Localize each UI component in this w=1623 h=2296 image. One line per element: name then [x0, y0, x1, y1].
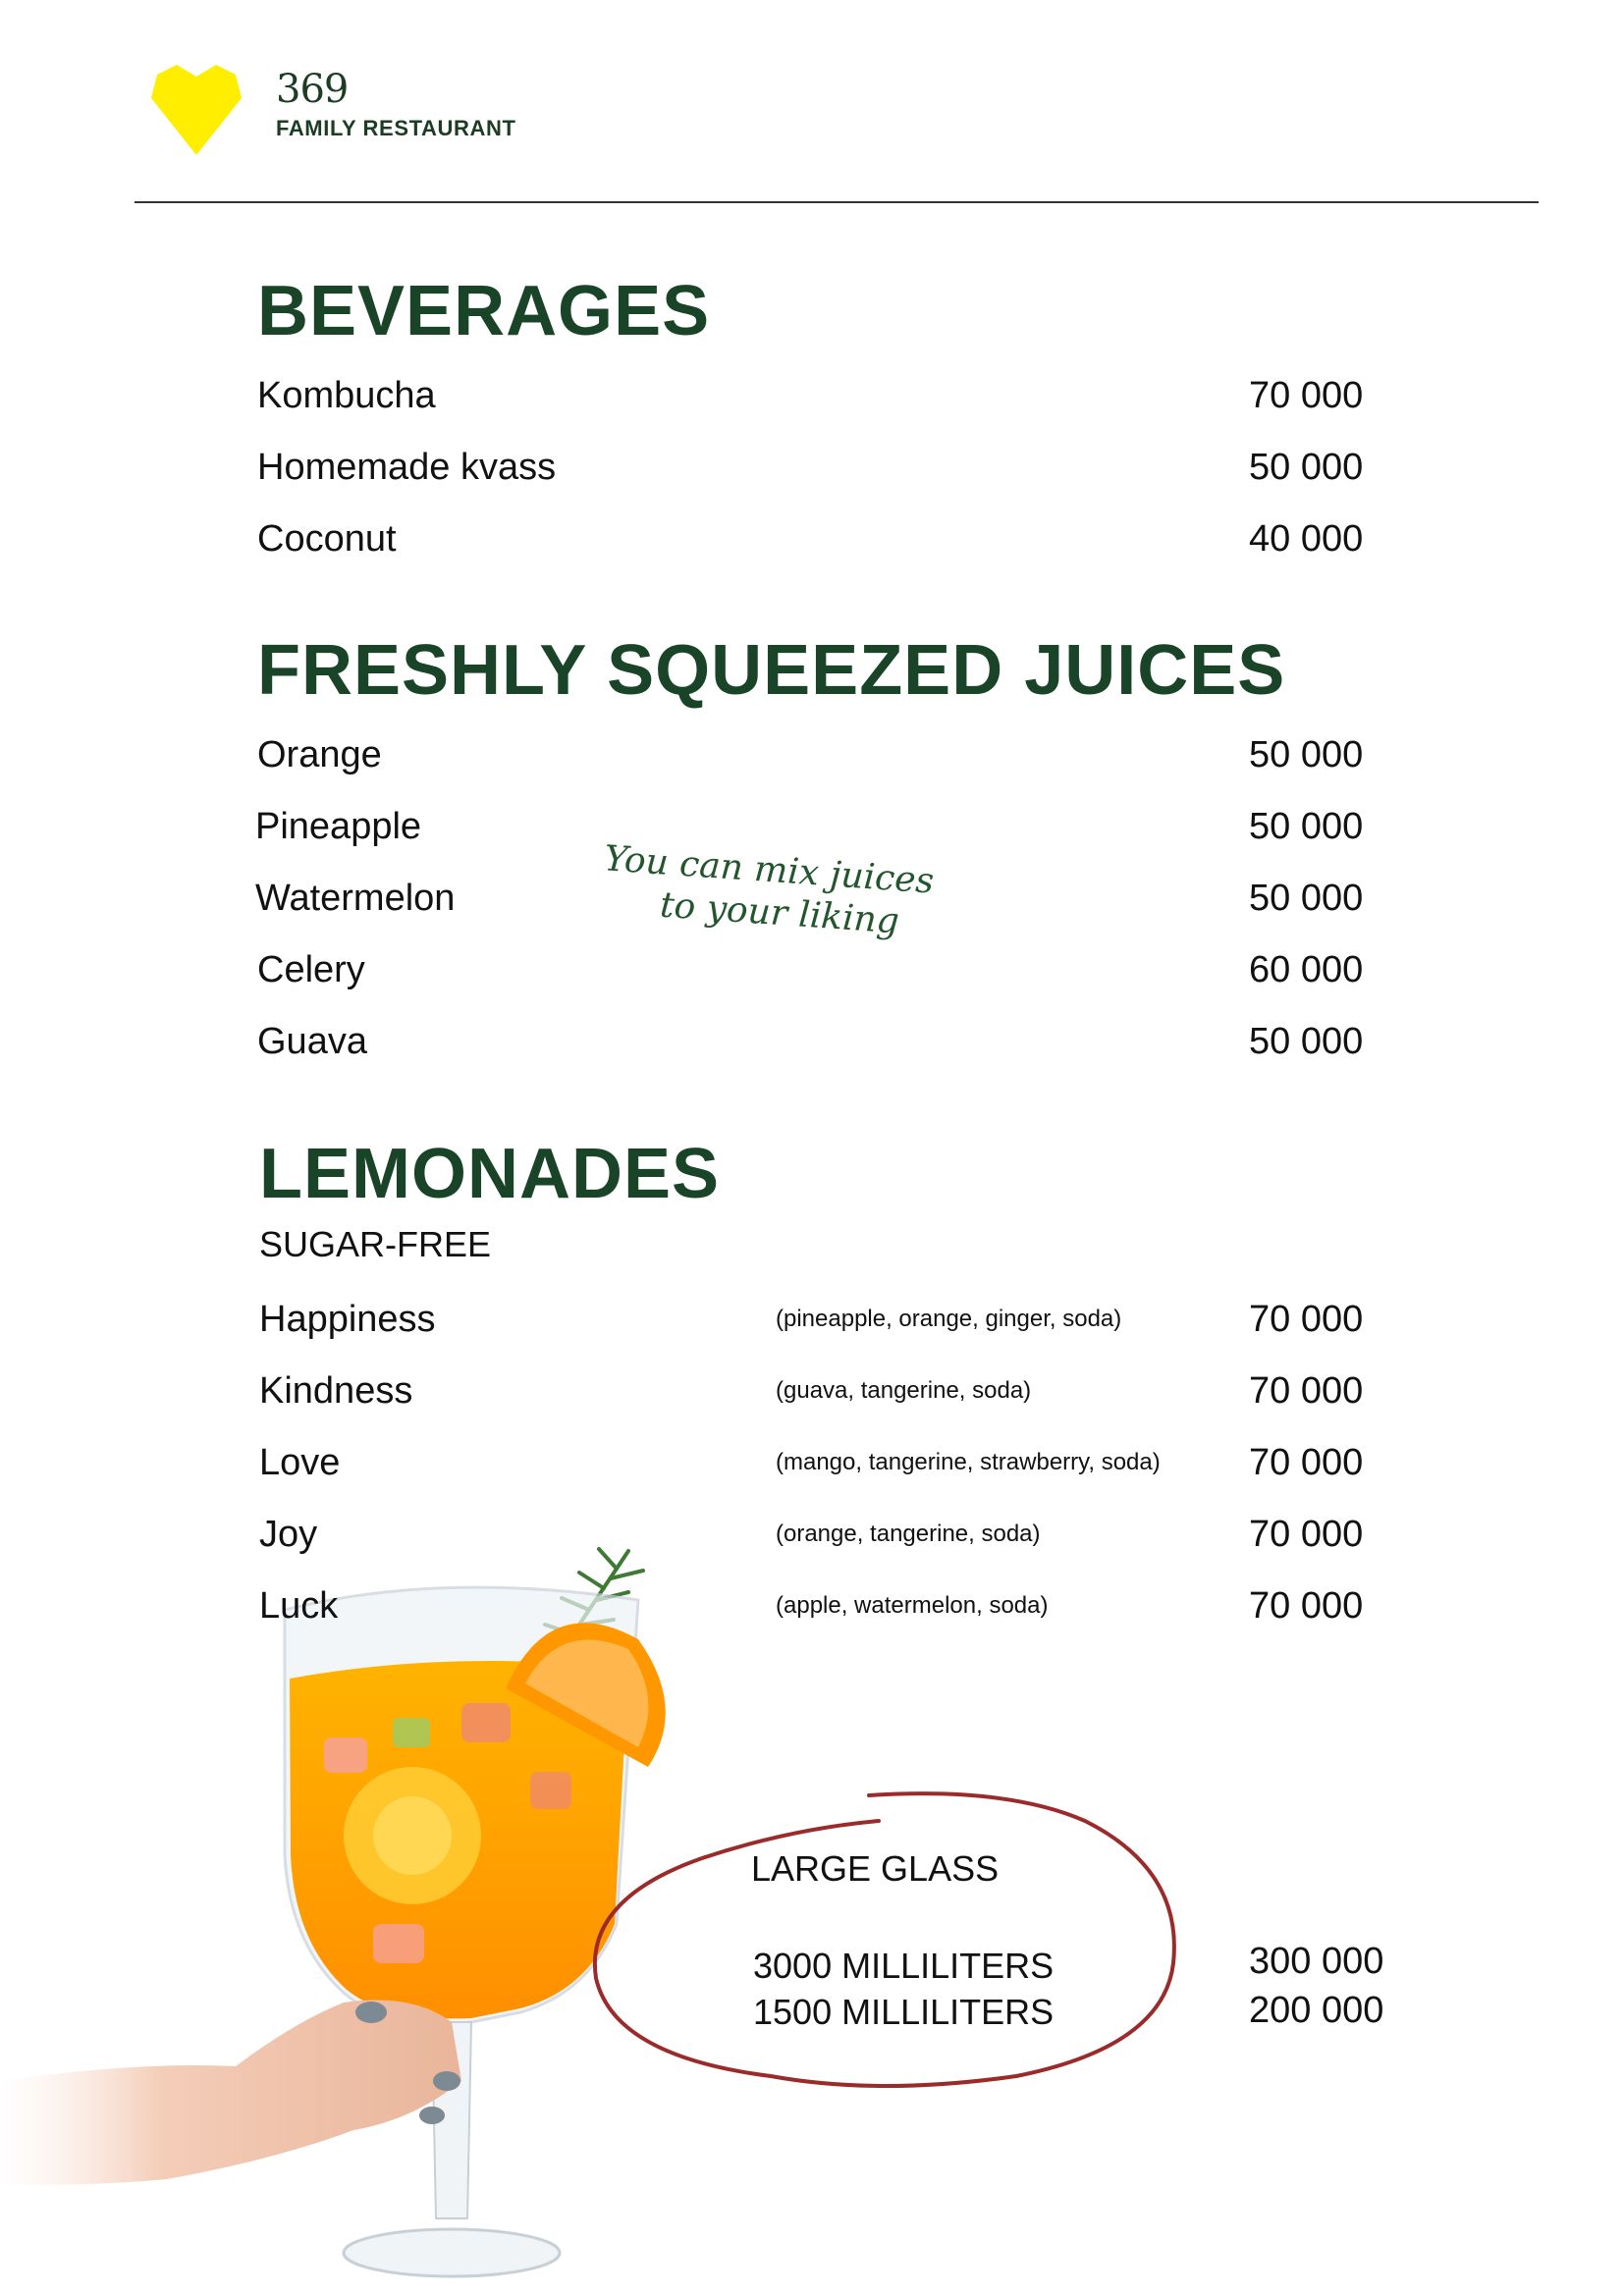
menu-item-name: Coconut — [257, 518, 397, 560]
menu-item-name: Kombucha — [257, 375, 436, 416]
menu-item-name: Homemade kvass — [257, 447, 557, 488]
large-glass-volume: 3000 MILLILITERS — [753, 1946, 1055, 1986]
menu-item-name: Celery — [257, 949, 365, 990]
menu-item-price: 70 000 — [1249, 1370, 1364, 1412]
menu-item-name: Luck — [259, 1585, 339, 1627]
handwritten-note-line2: to your liking — [658, 884, 901, 942]
menu-item-name: Happiness — [259, 1299, 436, 1340]
header-divider — [135, 201, 1539, 203]
menu-item-price: 50 000 — [1249, 1021, 1364, 1062]
menu-item-price: 70 000 — [1249, 375, 1364, 416]
menu-item-description: (mango, tangerine, strawberry, soda) — [776, 1449, 1161, 1475]
menu-item-name: Pineapple — [255, 806, 422, 847]
menu-item-description: (apple, watermelon, soda) — [776, 1592, 1049, 1619]
section-title-lemonades: LEMONADES — [259, 1135, 721, 1213]
large-glass-price: 200 000 — [1249, 1990, 1384, 2031]
hand-drawn-circle — [584, 1782, 1193, 2106]
handwritten-note-line1: You can mix juices — [602, 838, 936, 902]
menu-item-price: 50 000 — [1249, 447, 1364, 488]
section-title-juices: FRESHLY SQUEEZED JUICES — [257, 631, 1286, 710]
menu-item-name: Love — [259, 1442, 341, 1483]
large-glass-volume: 1500 MILLILITERS — [753, 1992, 1055, 2032]
menu-item-price: 70 000 — [1249, 1585, 1364, 1627]
menu-item-price: 60 000 — [1249, 949, 1364, 990]
menu-item-price: 40 000 — [1249, 518, 1364, 560]
menu-item-price: 50 000 — [1249, 734, 1364, 775]
section-subtitle: SUGAR-FREE — [259, 1224, 492, 1264]
menu-item-name: Kindness — [259, 1370, 413, 1412]
large-glass-price: 300 000 — [1249, 1941, 1384, 1982]
menu-item-price: 70 000 — [1249, 1514, 1364, 1555]
menu-item-price: 70 000 — [1249, 1442, 1364, 1483]
brand-number: 369 — [276, 67, 349, 112]
section-title-beverages: BEVERAGES — [257, 272, 711, 350]
menu-item-description: (guava, tangerine, soda) — [776, 1377, 1032, 1404]
menu-item-description: (pineapple, orange, ginger, soda) — [776, 1306, 1122, 1332]
menu-item-price: 70 000 — [1249, 1299, 1364, 1340]
menu-item-description: (orange, tangerine, soda) — [776, 1521, 1041, 1547]
menu-item-price: 50 000 — [1249, 806, 1364, 847]
brand-name: FAMILY RESTAURANT — [276, 116, 516, 140]
heart-logo-icon — [147, 61, 245, 159]
menu-item-price: 50 000 — [1249, 878, 1364, 919]
menu-item-name: Guava — [257, 1021, 367, 1062]
menu-item-name: Watermelon — [255, 878, 456, 919]
menu-item-name: Joy — [259, 1514, 318, 1555]
large-glass-title: LARGE GLASS — [751, 1848, 1000, 1889]
menu-item-name: Orange — [257, 734, 382, 775]
